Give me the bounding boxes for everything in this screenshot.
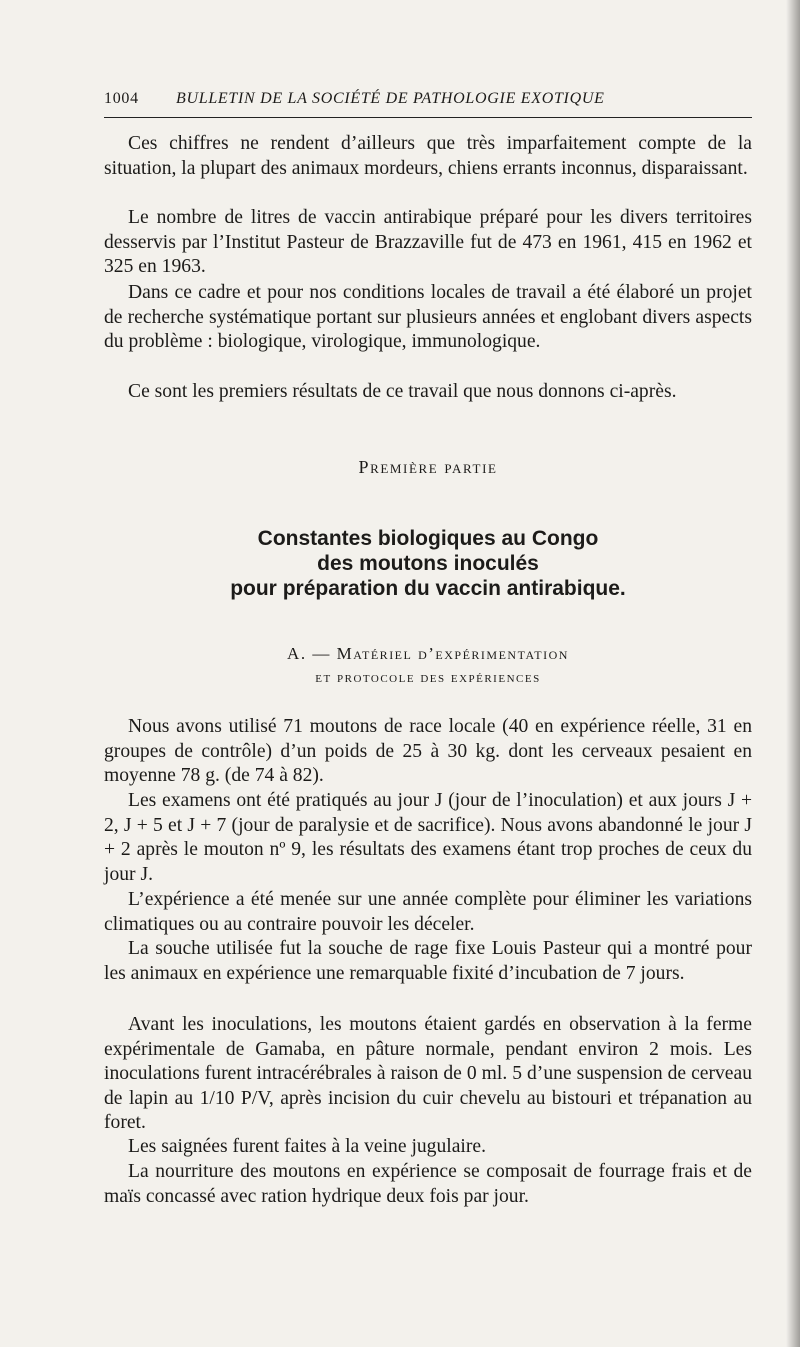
paragraph-5: Nous avons utilisé 71 moutons de race locale (40 en expérience réelle, 31 en groupes de contrôle) d’un poids de 25 à 30 kg. dont les cerveaux pesaient en moyenne 78 g. (de 74 à 82). [104,716,752,787]
part-label: Première partie [358,457,498,477]
subsection-heading [104,644,752,687]
chapter-title [104,526,752,601]
subsection-line-1: A. — Matériel d’expérimentation [287,644,569,663]
paragraph-7: L’expérience a été menée sur une année complète pour éliminer les variations climatiques ou au contraire pouvoir les déceler. [104,889,752,935]
paragraph-3: Dans ce cadre et pour nos conditions locales de travail a été élaboré un projet de recherche systématique portant sur plusieurs années et englobant divers aspects du problème : biologique, virologique, immunologique. [104,282,752,353]
paragraph-4: Ce sont les premiers résultats de ce travail que nous donnons ci-après. [128,381,677,402]
paragraph-1: Ces chiffres ne rendent d’ailleurs que très imparfaitement compte de la situation, la plupart des animaux mordeurs, chiens errants inconnus, disparaissant. [104,133,752,179]
paragraph-8: La souche utilisée fut la souche de rage fixe Louis Pasteur qui a montré pour les animaux en expérience une remarquable fixité d’incubation de 7 jours. [104,938,752,984]
paragraph-10: Les saignées furent faites à la veine jugulaire. [128,1136,486,1157]
paragraph-9: Avant les inoculations, les moutons étaient gardés en observation à la ferme expérimentale de Gamaba, en pâture normale, pendant environ 2 mois. Les inoculations furent intracérébrales à raison de 0 ml. 5 d’une suspension de cerveau de lapin au 1/10 P/V, après incision du cuir chevelu au bistouri et trépanation au foret. [104,1014,752,1134]
paragraph-11: La nourriture des moutons en expérience se composait de fourrage frais et de maïs concassé avec ration hydrique deux fois par jour. [104,1161,752,1207]
paragraph-2: Le nombre de litres de vaccin antirabique préparé pour les divers territoires desservis par l’Institut Pasteur de Brazzaville fut de 473 en 1961, 415 en 1962 et 325 en 1963. [104,207,752,278]
chapter-title-line-1: Constantes biologiques au Congo [257,527,599,550]
page-number: 1004 [104,90,139,107]
running-title: BULLETIN DE LA SOCIÉTÉ DE PATHOLOGIE EXOTIQUE [176,90,605,107]
subsection-line-2: et protocole des expériences [315,670,541,686]
paragraph-6: Les examens ont été pratiqués au jour J (jour de l’inoculation) et aux jours J + 2, J + 5 et J + 7 (jour de paralysie et de sacrifice). Nous avons abandonné le jour J + 2 après le mouton nº 9, les résultats des examens étant trop proches de ceux du jour J. [104,790,752,885]
running-header [104,90,752,116]
chapter-title-line-2: des moutons inoculés [317,552,539,575]
chapter-title-line-3: pour préparation du vaccin antirabique. [230,577,626,600]
header-rule [104,117,752,118]
page-edge-shadow [786,0,800,1347]
